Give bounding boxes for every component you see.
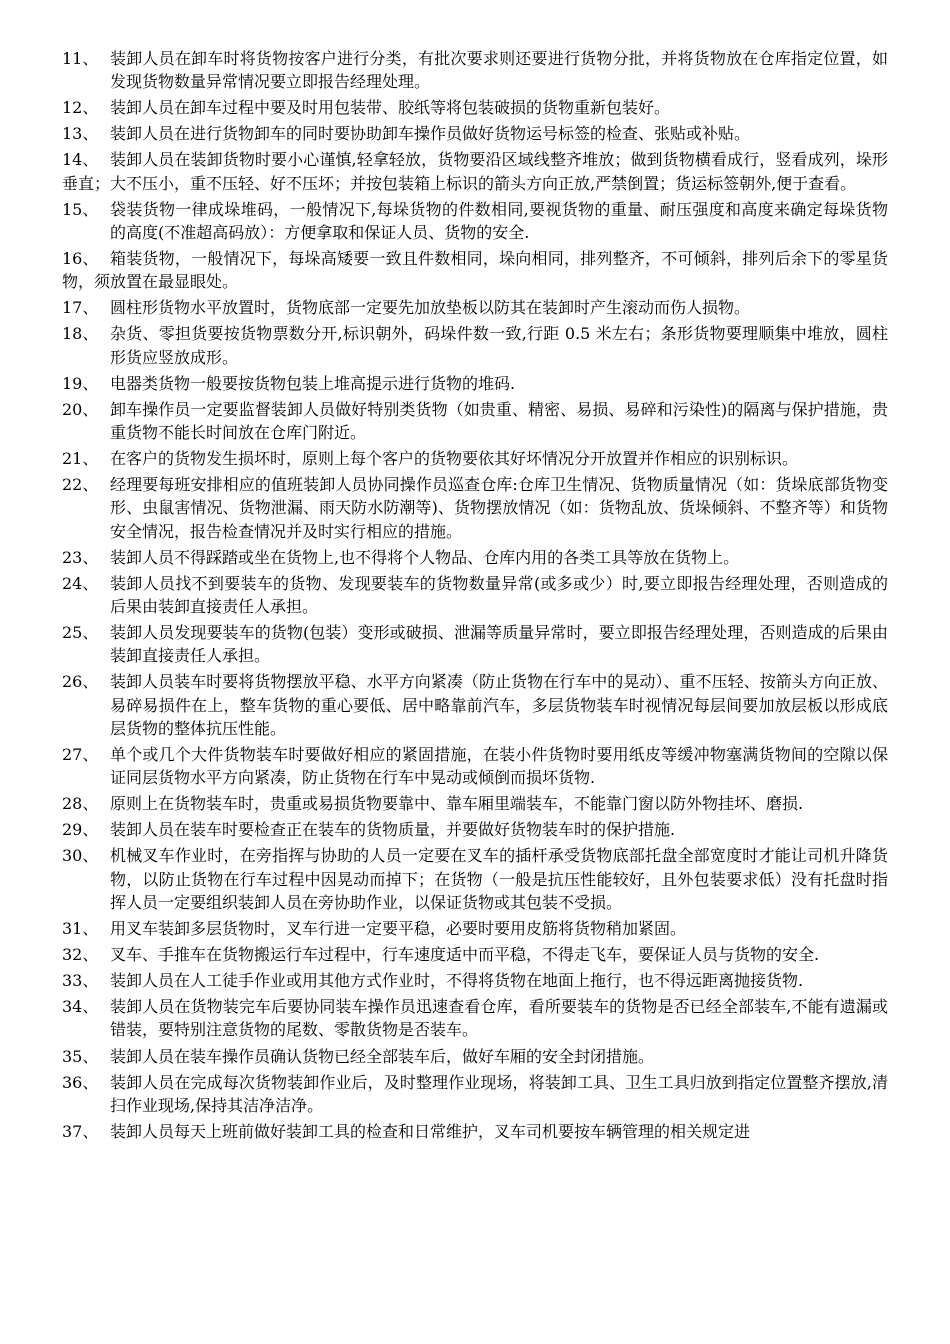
- item-number: 12、: [62, 98, 99, 118]
- list-item: [62, 398, 888, 444]
- item-number: 16、: [62, 249, 99, 269]
- item-number: 20、: [62, 399, 99, 419]
- item-number: 24、: [62, 573, 99, 593]
- item-number: 31、: [62, 918, 99, 938]
- item-number: 25、: [62, 623, 99, 643]
- list-item: [62, 546, 888, 569]
- item-number: 11、: [62, 49, 99, 68]
- list-item: [62, 818, 888, 841]
- item-number: 14、: [62, 150, 99, 170]
- rule-list: [62, 47, 888, 1143]
- item-text: 原则上在货物装车时，贵重或易损货物要靠中、靠车厢里端装车，不能靠门窗以防外物挂坏、磨损.: [110, 794, 804, 814]
- list-item: [62, 122, 888, 145]
- item-text: 装卸人员每天上班前做好装卸工具的检查和日常维护，叉车司机要按车辆管理的相关规定进: [110, 1121, 751, 1141]
- list-item: [62, 473, 888, 543]
- item-text: 装卸人员不得踩踏或坐在货物上,也不得将个人物品、仓库内用的各类工具等放在货物上。: [110, 547, 740, 567]
- item-text: 杂货、零担货要按货物票数分开,标识朝外，码垛件数一致,行距 0.5 米左右；条形货物要理顺集中堆放，圆柱形货应竖放成形。: [110, 324, 888, 367]
- item-number: 18、: [62, 324, 99, 344]
- item-text: 用叉车装卸多层货物时，叉车行进一定要平稳，必要时要用皮筋将货物稍加紧固。: [110, 918, 687, 938]
- item-number: 27、: [62, 744, 99, 764]
- item-text: 圆柱形货物水平放置时，货物底部一定要先加放垫板以防其在装卸时产生滚动而伤人损物。: [110, 298, 751, 318]
- item-number: 35、: [62, 1046, 99, 1066]
- list-item: [62, 1071, 888, 1117]
- item-number: 32、: [62, 945, 99, 965]
- list-item: [62, 372, 888, 395]
- list-item: [62, 296, 888, 319]
- list-item: [62, 995, 888, 1041]
- item-number: 22、: [62, 475, 99, 495]
- item-number: 29、: [62, 820, 99, 840]
- list-item: [62, 1045, 888, 1068]
- item-number: 34、: [62, 997, 99, 1017]
- item-text: 叉车、手推车在货物搬运行车过程中，行车速度适中而平稳，不得走飞车，要保证人员与货物的安全.: [110, 945, 820, 965]
- list-item: [62, 148, 888, 194]
- item-number: 21、: [62, 449, 99, 469]
- item-number: 33、: [62, 971, 99, 991]
- list-item: [62, 1120, 888, 1143]
- item-number: 37、: [62, 1121, 99, 1141]
- item-text: 装卸人员装车时要将货物摆放平稳、水平方向紧凑（防止货物在行车中的晃动）、重不压轻、按箭头方向正放、易碎易损件在上，整车货物的重心要低、居中略靠前汽车，多层货物装车时视情况每层间要加放层板以形成底层货物的整体抗压性能。: [110, 672, 888, 738]
- list-item: [62, 670, 888, 740]
- list-item: [62, 743, 888, 789]
- item-number: 36、: [62, 1072, 99, 1092]
- list-item: [62, 198, 888, 244]
- list-item: [62, 943, 888, 966]
- item-text: 袋装货物一律成垛堆码，一般情况下,每垛货物的件数相同,要视货物的重量、耐压强度和高度来确定每垛货物的高度(不准超高码放）：方便拿取和保证人员、货物的安全.: [110, 199, 888, 242]
- item-text: 装卸人员在人工徒手作业或用其他方式作业时，不得将货物在地面上拖行，也不得远距离抛接货物.: [110, 971, 804, 991]
- item-number: 23、: [62, 547, 99, 567]
- item-number: 28、: [62, 794, 99, 814]
- item-text: 单个或几个大件货物装车时要做好相应的紧固措施，在装小件货物时要用纸皮等缓冲物塞满货物间的空隙以保证同层货物水平方向紧凑，防止货物在行车中晃动或倾倒而损坏货物.: [110, 744, 888, 788]
- list-item: [62, 572, 888, 618]
- item-text: 在客户的货物发生损坏时，原则上每个客户的货物要依其好坏情况分开放置并作相应的识别标识。: [110, 449, 799, 469]
- item-text: 装卸人员在完成每次货物装卸作业后，及时整理作业现场，将装卸工具、卫生工具归放到指定位置整齐摆放,清扫作业现场,保持其洁净洁净。: [110, 1072, 888, 1115]
- item-text: 卸车操作员一定要监督装卸人员做好特别类货物（如贵重、精密、易损、易碎和污染性)的隔离与保护措施，贵重货物不能长时间放在仓库门附近。: [110, 399, 888, 443]
- item-number: 13、: [62, 124, 99, 144]
- list-item: [62, 447, 888, 470]
- list-item: [62, 96, 888, 119]
- list-item: [62, 621, 888, 667]
- item-text: 装卸人员在卸车过程中要及时用包装带、胶纸等将包装破损的货物重新包装好。: [110, 98, 671, 118]
- item-text: 经理要每班安排相应的值班装卸人员协同操作员巡查仓库:仓库卫生情况、货物质量情况（如：货垛底部货物变形、虫鼠害情况、货物泄漏、雨天防水防潮等)、货物摆放情况（如：货物乱放、货垛倾斜、不整齐等）和货物安全情况，报告检查情况并及时实行相应的措施。: [110, 475, 888, 541]
- item-number: 19、: [62, 373, 99, 393]
- item-text: 装卸人员在装卸货物时要小心谨慎,轻拿轻放，货物要沿区域线整齐堆放；做到货物横看成行，竖看成列，垛形垂直；大不压小，重不压轻、好不压坏；并按包装箱上标识的箭头方向正放,严禁倒置；货运标签朝外,便于查看。: [62, 150, 888, 193]
- item-number: 30、: [62, 846, 99, 866]
- item-text: 装卸人员在进行货物卸车的同时要协助卸车操作员做好货物运号标签的检查、张贴或补贴。: [110, 124, 751, 144]
- item-text: 电器类货物一般要按货物包装上堆高提示进行货物的堆码.: [110, 373, 516, 393]
- list-item: [62, 844, 888, 914]
- item-text: 装卸人员发现要装车的货物(包装）变形或破损、泄漏等质量异常时，要立即报告经理处理，否则造成的后果由装卸直接责任人承担。: [110, 623, 888, 666]
- item-text: 装卸人员找不到要装车的货物、发现要装车的货物数量异常(或多或少）时,要立即报告经理处理，否则造成的后果由装卸直接责任人承担。: [110, 573, 888, 617]
- list-item: [62, 322, 888, 368]
- item-text: 装卸人员在卸车时将货物按客户进行分类，有批次要求则还要进行货物分批，并将货物放在仓库指定位置，如发现货物数量异常情况要立即报告经理处理。: [110, 49, 888, 92]
- item-text: 装卸人员在装车操作员确认货物已经全部装车后，做好车厢的安全封闭措施。: [110, 1046, 655, 1066]
- item-number: 17、: [62, 298, 99, 318]
- item-text: 箱装货物，一般情况下，每垛高矮要一致且件数相同，垛向相同，排列整齐，不可倾斜，排列后余下的零星货物，须放置在最显眼处。: [62, 249, 888, 292]
- list-item: [62, 47, 888, 93]
- list-item: [62, 247, 888, 293]
- item-text: 机械叉车作业时，在旁指挥与协助的人员一定要在叉车的插杆承受货物底部托盘全部宽度时才能让司机升降货物，以防止货物在行车过程中因晃动而掉下；在货物（一般是抗压性能较好，且外包装要求低）没有托盘时指挥人员一定要组织装卸人员在旁协助作业，以保证货物或其包装不受损。: [110, 846, 888, 912]
- list-item: [62, 917, 888, 940]
- list-item: [62, 792, 888, 815]
- item-number: 15、: [62, 199, 99, 219]
- item-number: 26、: [62, 672, 99, 692]
- item-text: 装卸人员在装车时要检查正在装车的货物质量，并要做好货物装车时的保护措施.: [110, 820, 676, 840]
- list-item: [62, 969, 888, 992]
- item-text: 装卸人员在货物装完车后要协同装车操作员迅速查看仓库，看所要装车的货物是否已经全部装车,不能有遗漏或错装，要特别注意货物的尾数、零散货物是否装车。: [110, 997, 888, 1040]
